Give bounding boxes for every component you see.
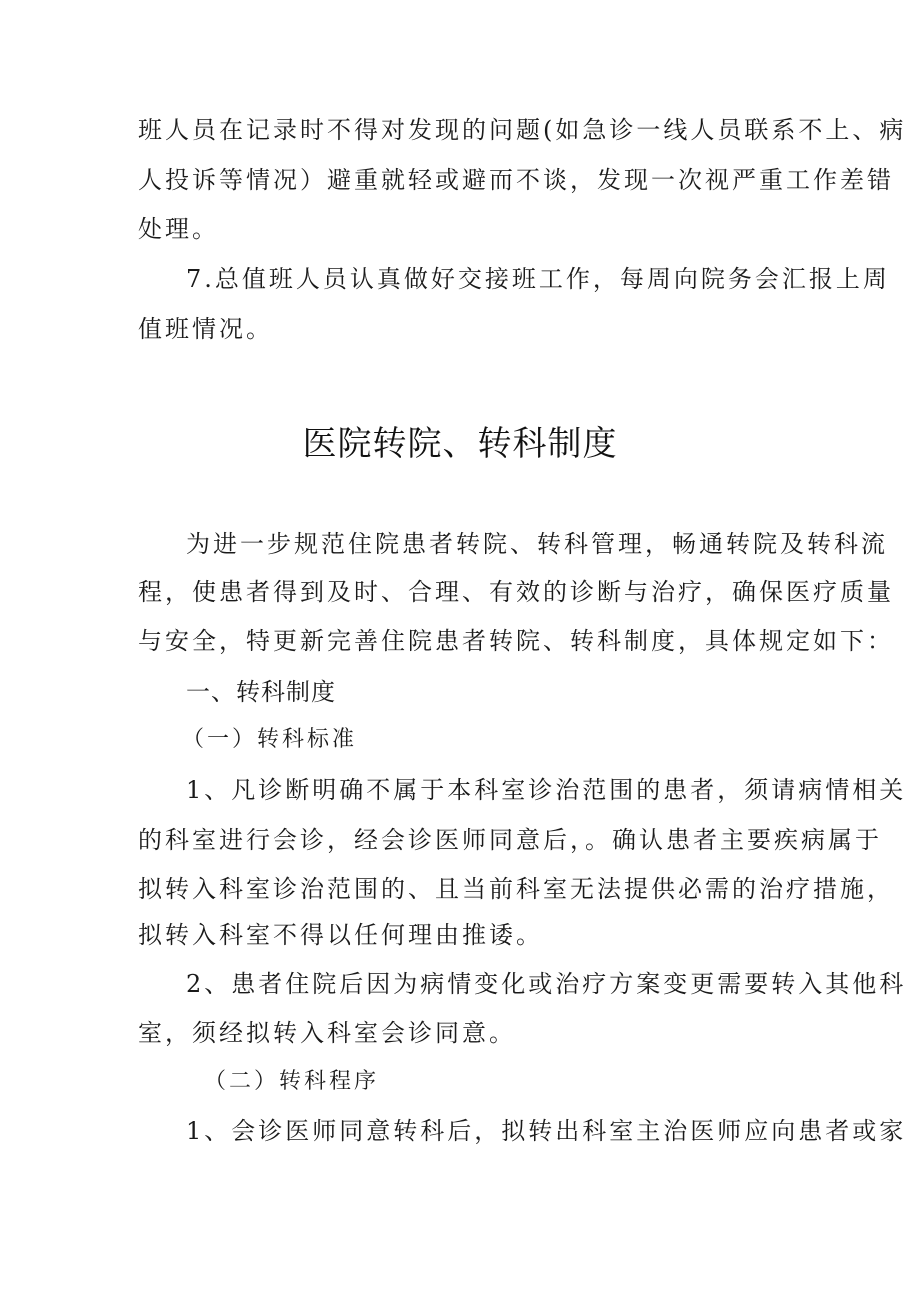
paragraph-line: 与安全，特更新完善住院患者转院、转科制度，具体规定如下： <box>138 627 894 655</box>
paragraph-line: 室，须经拟转入科室会诊同意。 <box>138 1019 516 1047</box>
section-heading: 一、转科制度 <box>186 678 336 706</box>
paragraph-line: 程，使患者得到及时、合理、有效的诊断与治疗，确保医疗质量 <box>138 578 894 606</box>
paragraph-line: 拟转入科室诊治范围的、且当前科室无法提供必需的治疗措施， <box>138 875 894 903</box>
subsection-heading: （一）转科标准 <box>182 727 358 752</box>
paragraph-line: 的科室进行会诊，经会诊医师同意后，。确认患者主要疾病属于 <box>138 826 882 854</box>
paragraph-line: 7.总值班人员认真做好交接班工作，每周向院务会汇报上周 <box>186 265 890 293</box>
subsection-heading: （二）转科程序 <box>204 1069 380 1094</box>
paragraph-line: 拟转入科室不得以任何理由推诿。 <box>138 921 543 949</box>
paragraph-line: 1、凡诊断明确不属于本科室诊治范围的患者，须请病情相关 <box>186 776 907 804</box>
paragraph-line: 为进一步规范住院患者转院、转科管理，畅通转院及转科流 <box>186 530 888 558</box>
page-title: 医院转院、转科制度 <box>302 424 618 464</box>
paragraph-line: 2、患者住院后因为病情变化或治疗方案变更需要转入其他科 <box>186 970 907 998</box>
paragraph-line: 班人员在记录时不得对发现的问题(如急诊一线人员联系不上、病 <box>138 116 907 144</box>
paragraph-line: 处理。 <box>138 215 219 243</box>
paragraph-line: 值班情况。 <box>138 315 273 343</box>
paragraph-line: 1、会诊医师同意转科后，拟转出科室主治医师应向患者或家 <box>186 1117 907 1145</box>
paragraph-line: 人投诉等情况）避重就轻或避而不谈，发现一次视严重工作差错 <box>138 166 894 194</box>
